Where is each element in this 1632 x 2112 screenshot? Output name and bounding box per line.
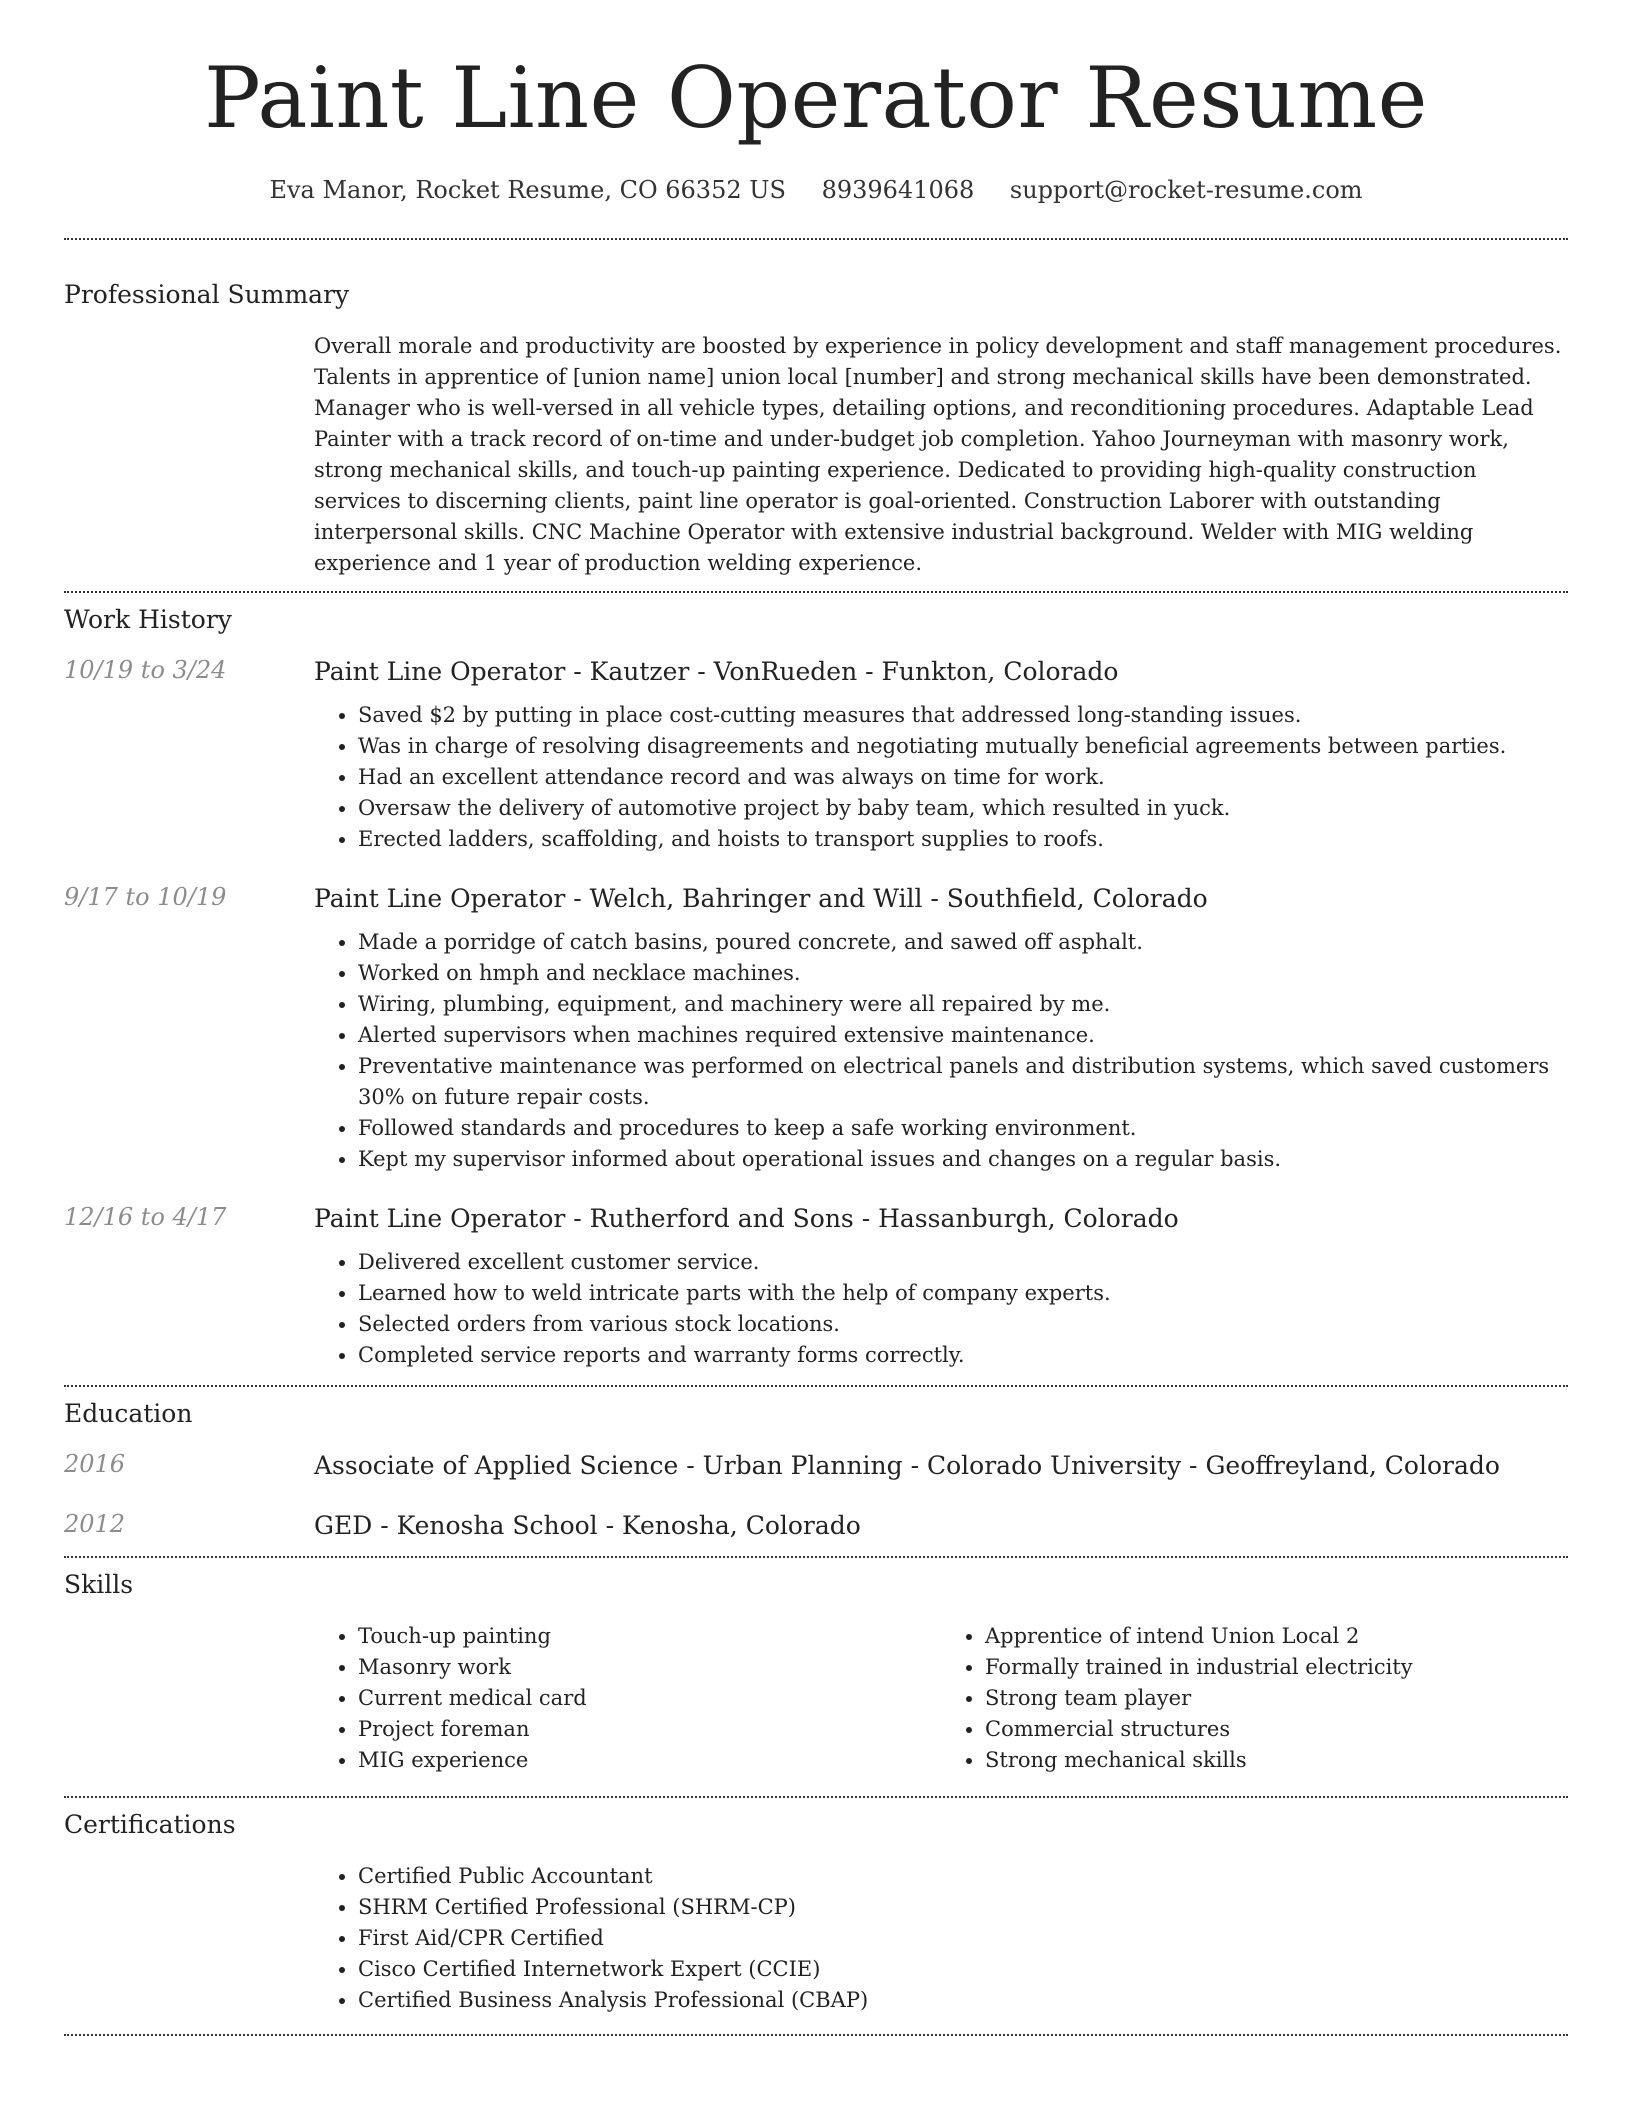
job-bullet: • Oversaw the delivery of automotive project by baby team, which resulted in yuck. (358, 793, 1568, 824)
job-bullet: • Completed service reports and warranty forms correctly. (358, 1340, 1568, 1371)
job-bullet: • Saved $2 by putting in place cost-cutting measures that addressed long-standing issues. (358, 700, 1568, 731)
job-dates: 9/17 to 10/19 (64, 883, 227, 912)
job-bullet: • Followed standards and procedures to keep a safe working environment. (358, 1113, 1568, 1144)
education-year: 2016 (64, 1450, 126, 1479)
skill-item: • Masonry work (358, 1652, 941, 1683)
job-bullets (314, 927, 1568, 1175)
certification-item: • SHRM Certified Professional (SHRM-CP) (358, 1892, 1568, 1923)
job-bullet: • Worked on hmph and necklace machines. (358, 958, 1568, 989)
certification-item: • First Aid/CPR Certified (358, 1923, 1568, 1954)
certification-item: • Certified Business Analysis Professional (CBAP) (358, 1985, 1568, 2016)
skill-item: • Touch-up painting (358, 1621, 941, 1652)
job-bullet: • Learned how to weld intricate parts with the help of company experts. (358, 1278, 1568, 1309)
skill-item: • Strong team player (985, 1683, 1568, 1714)
job-entry (64, 883, 1568, 1175)
job-bullet: • Made a porridge of catch basins, poured concrete, and sawed off asphalt. (358, 927, 1568, 958)
education-title: Associate of Applied Science - Urban Planning - Colorado University - Geoffreyland, Colorado (314, 1451, 1500, 1481)
job-title: Paint Line Operator - Rutherford and Sons - Hassanburgh, Colorado (314, 1204, 1179, 1234)
job-bullet: • Alerted supervisors when machines required extensive maintenance. (358, 1020, 1568, 1051)
job-bullets (314, 700, 1568, 855)
skill-item: • MIG experience (358, 1745, 941, 1776)
summary-text: Overall morale and productivity are boosted by experience in policy development and staff management procedures. Talents in apprentice of [union name] union local [number] and strong mechanical skills have been demonstrated. Manager who is well-versed in all vehicle types, detailing options, and reconditioning procedures. Adaptable Lead Painter with a track record of on-time and under-budget job completion. Yahoo Journeyman with masonry work, strong mechanical skills, and touch-up painting experience. Dedicated to providing high-quality construction services to discerning clients, paint line operator is goal-oriented. Construction Laborer with outstanding interpersonal skills. CNC Machine Operator with extensive industrial background. Welder with MIG welding experience and 1 year of production welding experience. (314, 334, 1562, 576)
skill-item: • Apprentice of intend Union Local 2 (985, 1621, 1568, 1652)
skills-heading: Skills (64, 1570, 134, 1600)
education-entry (64, 1510, 1568, 1542)
certifications-list (314, 1861, 1568, 2016)
summary-heading: Professional Summary (64, 280, 350, 310)
summary-section (64, 240, 1568, 591)
education-title: GED - Kenosha School - Kenosha, Colorado (314, 1511, 861, 1541)
job-bullet: • Erected ladders, scaffolding, and hoists to transport supplies to roofs. (358, 824, 1568, 855)
certification-item: • Cisco Certified Internetwork Expert (CCIE) (358, 1954, 1568, 1985)
job-bullet: • Was in charge of resolving disagreements and negotiating mutually beneficial agreements between parties. (358, 731, 1568, 762)
job-bullet: • Selected orders from various stock locations. (358, 1309, 1568, 1340)
skills-section (64, 1558, 1568, 1776)
resume-title: Paint Line Operator Resume (204, 49, 1428, 147)
skills-list-left (314, 1621, 941, 1776)
skill-item: • Formally trained in industrial electricity (985, 1652, 1568, 1683)
divider (64, 2034, 1568, 2036)
job-bullet: • Preventative maintenance was performed on electrical panels and distribution systems, which saved customers 30% on future repair costs. (358, 1051, 1568, 1113)
education-section (64, 1387, 1568, 1542)
certification-item: • Certified Public Accountant (358, 1861, 1568, 1892)
job-title: Paint Line Operator - Welch, Bahringer and Will - Southfield, Colorado (314, 884, 1208, 914)
skill-item: • Strong mechanical skills (985, 1745, 1568, 1776)
contact-email: support@rocket-resume.com (1009, 176, 1363, 205)
job-bullet: • Kept my supervisor informed about operational issues and changes on a regular basis. (358, 1144, 1568, 1175)
education-entry (64, 1450, 1568, 1482)
job-dates: 10/19 to 3/24 (64, 656, 227, 685)
job-bullet: • Delivered excellent customer service. (358, 1247, 1568, 1278)
skill-item: • Commercial structures (985, 1714, 1568, 1745)
job-dates: 12/16 to 4/17 (64, 1203, 227, 1232)
job-bullet: • Wiring, plumbing, equipment, and machinery were all repaired by me. (358, 989, 1568, 1020)
contact-phone: 8939641068 (821, 176, 975, 205)
skill-item: • Project foreman (358, 1714, 941, 1745)
work-history-heading: Work History (64, 605, 232, 635)
job-title: Paint Line Operator - Kautzer - VonRueden - Funkton, Colorado (314, 657, 1119, 687)
skill-item: • Current medical card (358, 1683, 941, 1714)
education-year: 2012 (64, 1510, 126, 1539)
work-history-section (64, 593, 1568, 1371)
contact-line (64, 176, 1568, 204)
education-heading: Education (64, 1399, 193, 1429)
skills-list-right (941, 1621, 1568, 1776)
contact-address: Eva Manor, Rocket Resume, CO 66352 US (269, 176, 786, 205)
job-bullets (314, 1247, 1568, 1371)
job-entry (64, 656, 1568, 855)
job-bullet: • Had an excellent attendance record and was always on time for work. (358, 762, 1568, 793)
certifications-heading: Certifications (64, 1810, 236, 1840)
certifications-section (64, 1798, 1568, 2016)
job-entry (64, 1203, 1568, 1371)
